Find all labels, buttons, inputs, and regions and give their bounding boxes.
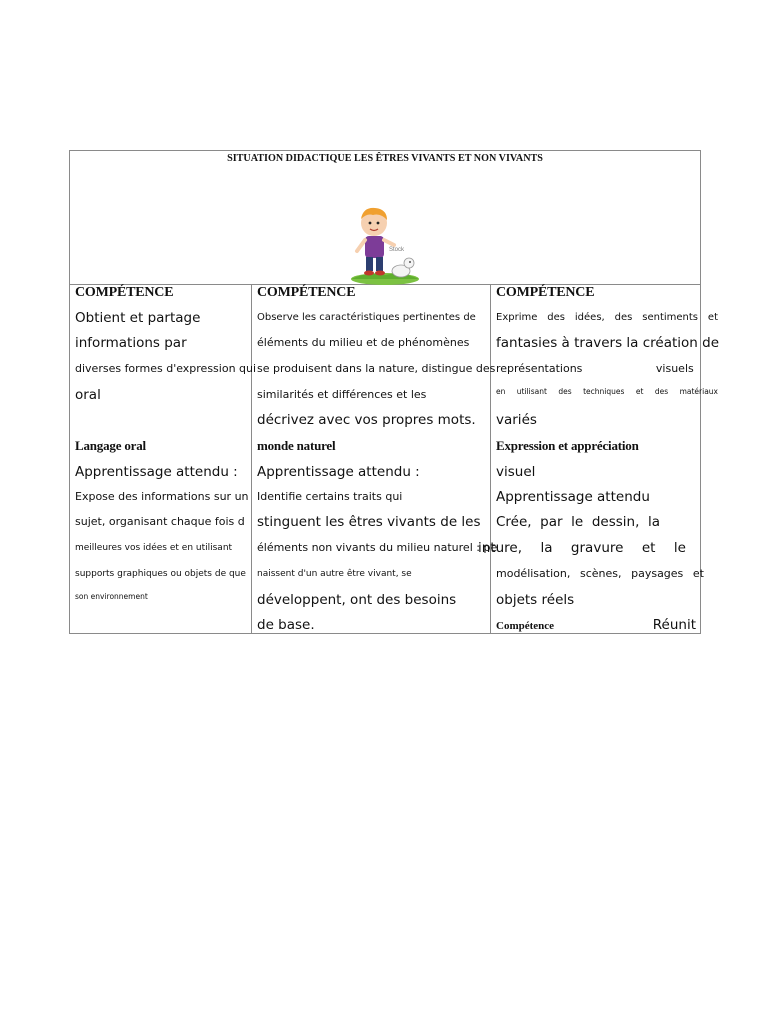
col2-line: éléments non vivants du milieu naturel : pe <box>257 541 498 554</box>
col3-line: en utilisant des techniques et des matériaux <box>496 387 718 396</box>
col2-line: stinguent les êtres vivants de les <box>257 514 481 530</box>
col3-line: fantasies à travers la création de <box>496 335 720 351</box>
col2-line: similarités et différences et les <box>257 388 427 401</box>
col3-line: visuel <box>496 464 536 480</box>
child-playing-illustration <box>349 201 421 285</box>
col3-footer-value: Réunit <box>652 617 696 633</box>
col1-line: diverses formes d'expression qui <box>75 362 257 375</box>
col2-header: COMPÉTENCE <box>257 285 356 300</box>
col3-line: inture, la gravure et le <box>478 540 686 556</box>
didactic-table <box>69 150 720 634</box>
col1-line: meilleures vos idées et en utilisant <box>75 543 233 553</box>
col2-line: Observe les caractéristiques pertinentes de <box>257 312 476 323</box>
col1-line: son environnement <box>75 592 148 601</box>
col2-line: Apprentissage attendu : <box>257 464 420 480</box>
col3-line: variés <box>496 412 537 428</box>
col1-line: supports graphiques ou objets de que <box>75 569 246 579</box>
col3-line: Crée, par le dessin, la <box>496 514 660 530</box>
table-title: SITUATION DIDACTIQUE LES ÊTRES VIVANTS ET NON VIVANTS <box>227 152 543 164</box>
col3-line: Exprime des idées, des sentiments et <box>496 312 718 323</box>
col1-line: Obtient et partage <box>75 310 201 326</box>
col2-line: naissent d'un autre être vivant, se <box>257 569 412 579</box>
title-row <box>70 151 700 285</box>
col1-line: oral <box>75 387 101 403</box>
col1-line: Apprentissage attendu : <box>75 464 238 480</box>
col3-label: Expression et appréciation <box>496 438 639 453</box>
col2-label: monde naturel <box>257 438 336 453</box>
stock-watermark: Stock <box>389 247 405 253</box>
col1-label: Langage oral <box>75 438 146 453</box>
col3-line: Apprentissage attendu <box>496 489 650 505</box>
col3-line: objets réels <box>496 592 575 608</box>
competence-column-1 <box>70 284 257 633</box>
col2-line: éléments du milieu et de phénomènes <box>257 336 470 349</box>
col3-footer-label: Compétence <box>496 620 555 632</box>
competence-column-3 <box>478 284 720 633</box>
col2-line: développent, ont des besoins <box>257 592 457 608</box>
col1-line: informations par <box>75 335 187 351</box>
col1-header: COMPÉTENCE <box>75 285 174 300</box>
col3-line: modélisation, scènes, paysages et <box>496 567 704 580</box>
col3-header: COMPÉTENCE <box>496 285 595 300</box>
col1-line: sujet, organisant chaque fois d <box>75 515 245 528</box>
col2-line: Identifie certains traits qui <box>257 490 403 503</box>
col3-line: représentations visuels <box>496 362 694 375</box>
competence-column-2 <box>252 284 498 633</box>
col2-line: décrivez avec vos propres mots. <box>257 412 476 428</box>
col1-line: Expose des informations sur un <box>75 490 249 503</box>
col2-line: se produisent dans la nature, distingue des <box>257 362 496 375</box>
col2-line: de base. <box>257 617 315 633</box>
